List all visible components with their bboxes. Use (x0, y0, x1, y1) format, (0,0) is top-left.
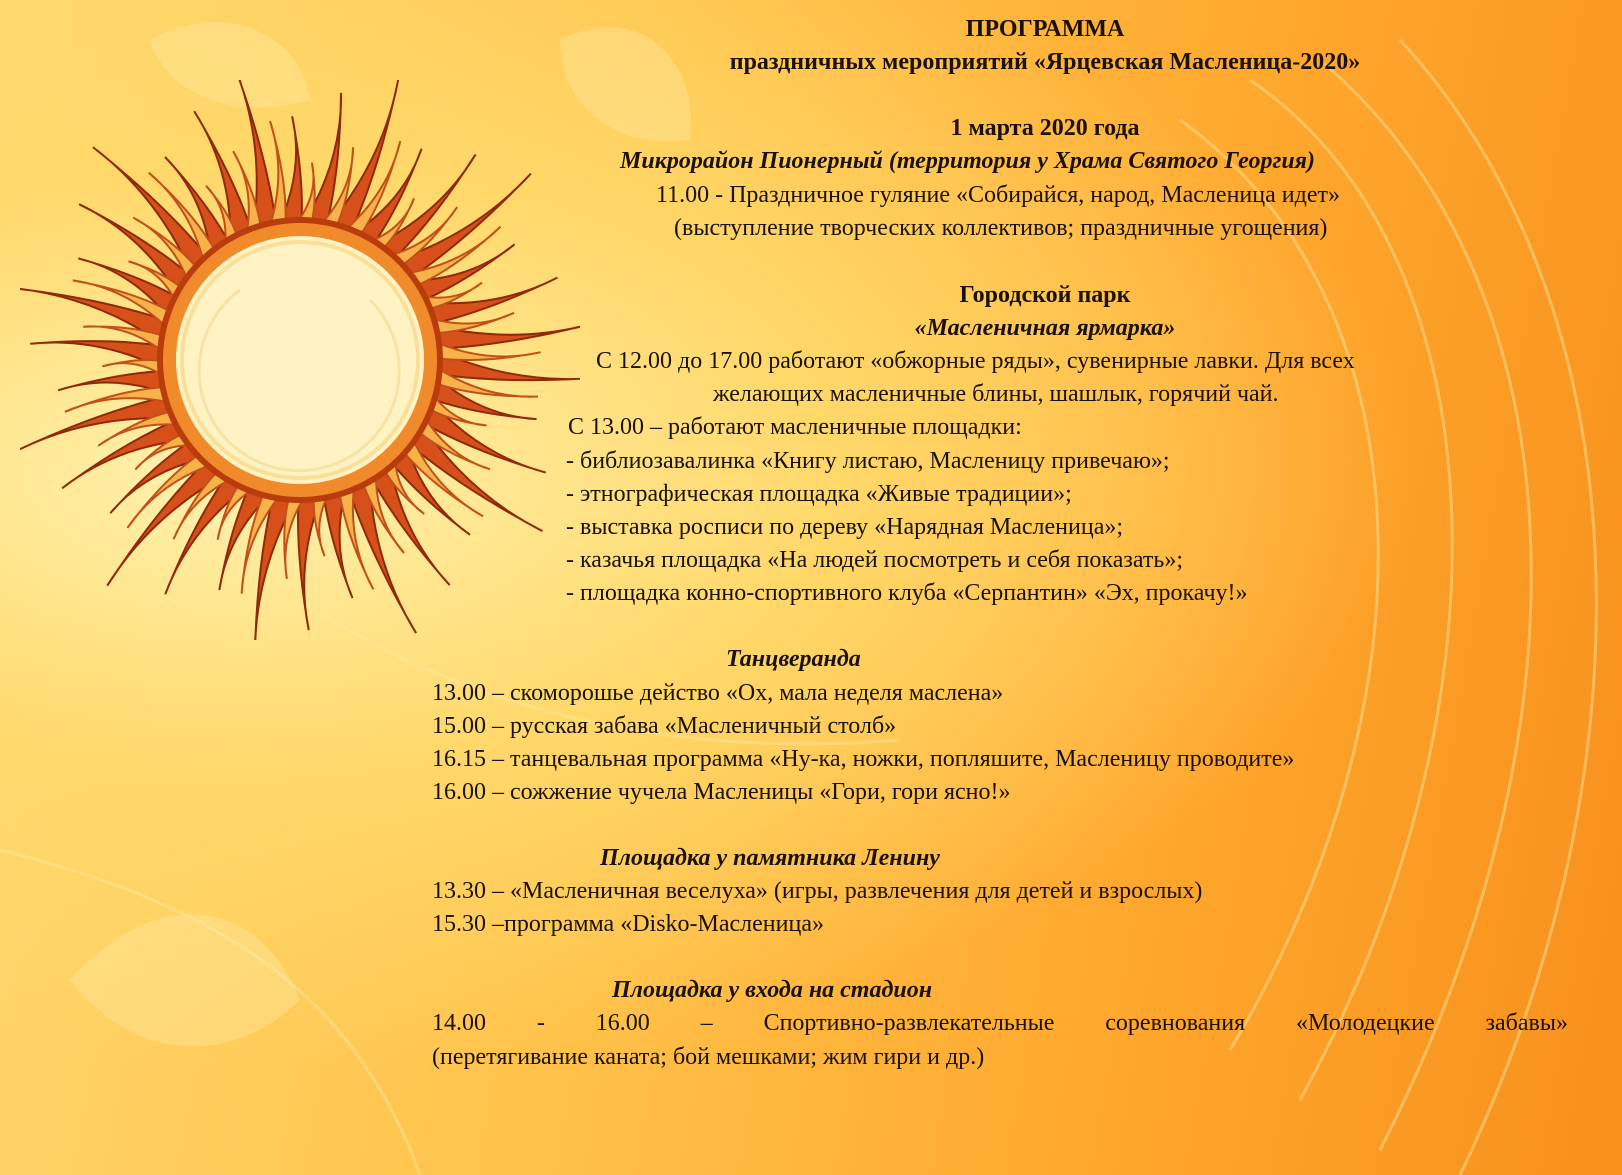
list-item: 15.00 – русская забава «Масленичный столб» (432, 713, 897, 739)
section2-place: Городской парк (959, 282, 1131, 308)
section1-place: Микрорайон Пионерный (территория у Храма Святого Георгия) (620, 148, 1316, 174)
event-date: 1 марта 2020 года (950, 115, 1140, 141)
list-item: - библиозавалинка «Книгу листаю, Масленицу привечаю»; (566, 448, 1170, 474)
word: соревнования (1105, 1010, 1246, 1036)
list-item: - казачья площадка «На людей посмотреть и себя показать»; (566, 547, 1183, 573)
list-item: 16.15 – танцевальная программа «Ну-ка, ножки, попляшите, Масленицу проводите» (432, 746, 1295, 772)
sun-illustration (20, 80, 580, 640)
list-item: 16.00 – сожжение чучела Масленицы «Гори, гори ясно!» (432, 779, 1011, 805)
section2-event: «Масленичная ярмарка» (914, 315, 1176, 341)
list-item: - выставка росписи по дереву «Нарядная Масленица»; (566, 514, 1124, 540)
section5-line1 (432, 1008, 1568, 1038)
list-item: 15.30 –программа «Disko-Масленица» (432, 911, 824, 937)
section4-place: Площадка у памятника Ленину (600, 845, 940, 871)
section2-line1: С 12.00 до 17.00 работают «обжорные ряды», сувенирные лавки. Для всех (596, 348, 1355, 374)
word: «Молодецкие (1296, 1010, 1435, 1036)
list-item: - этнографическая площадка «Живые традиции»; (566, 481, 1072, 507)
word: – (700, 1010, 713, 1036)
list-item: - площадка конно-спортивного клуба «Серпантин» «Эх, прокачу!» (566, 580, 1248, 606)
section3-place: Танцверанда (726, 646, 861, 672)
section5-line2: (перетягивание каната; бой мешками; жим гири и др.) (432, 1044, 985, 1070)
program-title: ПРОГРАММА (965, 16, 1125, 42)
word: 16.00 (595, 1010, 650, 1036)
list-item: 13.00 – скоморошье действо «Ох, мала неделя маслена» (432, 680, 1004, 706)
section2-line3: С 13.00 – работают масленичные площадки: (568, 414, 1022, 440)
section5-place: Площадка у входа на стадион (612, 977, 933, 1003)
list-item: 13.30 – «Масленичная веселуха» (игры, развлечения для детей и взрослых) (432, 878, 1203, 904)
word: Спортивно-развлекательные (763, 1010, 1055, 1036)
word: - (536, 1010, 545, 1036)
section2-line2: желающих масленичные блины, шашлык, горячий чай. (713, 381, 1279, 407)
word: 14.00 (432, 1010, 486, 1036)
section1-line1: 11.00 - Праздничное гуляние «Собирайся, народ, Масленица идет» (656, 182, 1340, 208)
section1-line2: (выступление творческих коллективов; праздничные угощения) (674, 215, 1328, 241)
word: забавы» (1485, 1010, 1568, 1036)
program-subtitle: праздничных мероприятий «Ярцевская Масленица-2020» (729, 49, 1361, 75)
